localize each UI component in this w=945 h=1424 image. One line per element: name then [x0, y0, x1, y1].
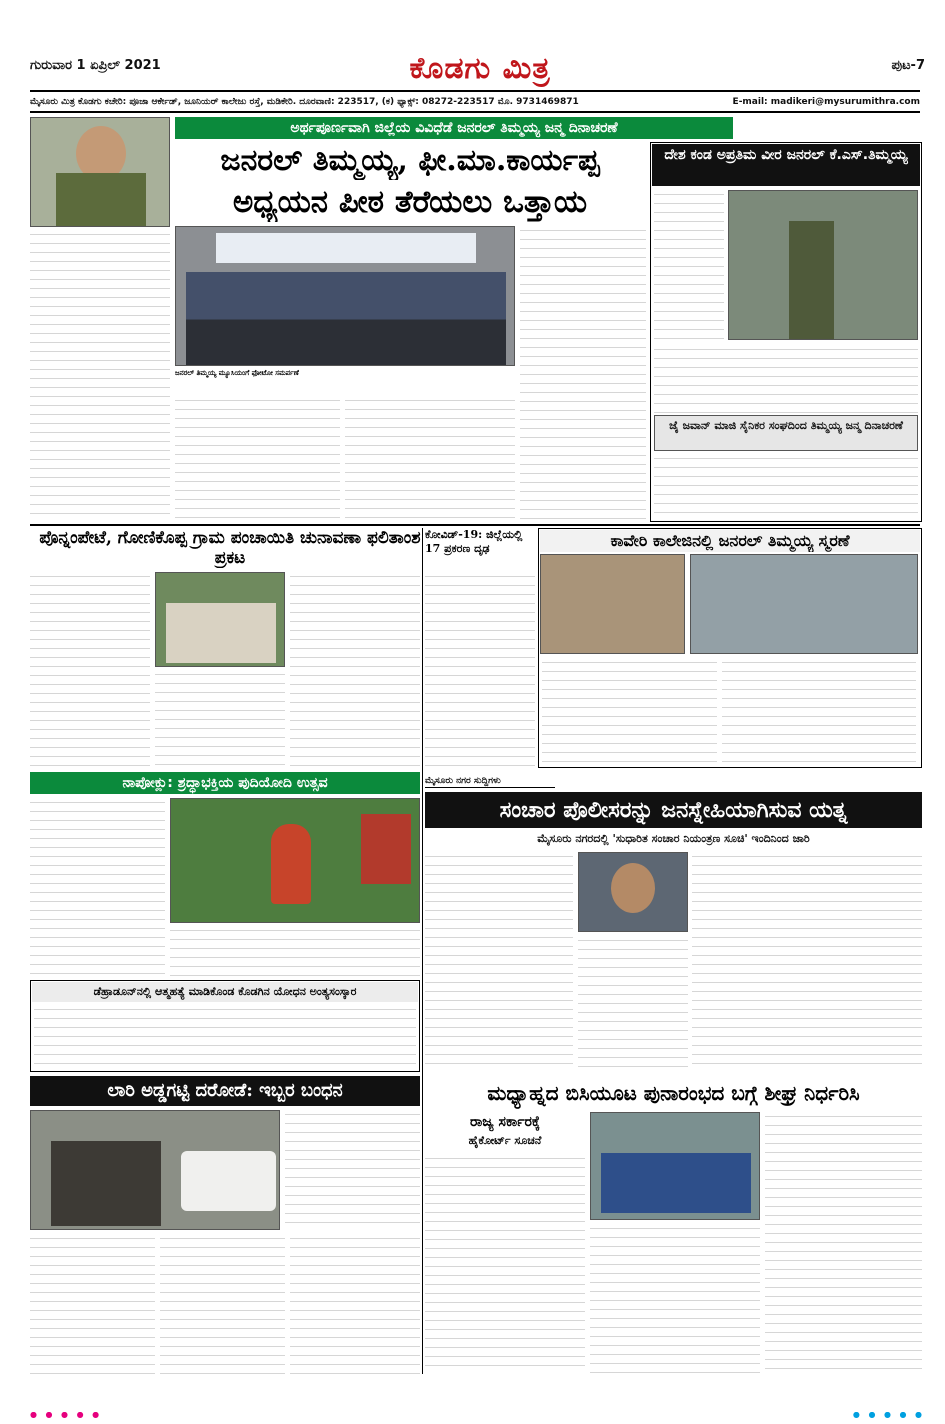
traffic-subheadline: ಮೈಸೂರು ನಗರದಲ್ಲಿ 'ಸುಧಾರಿತ ಸಂಚಾರ ನಿಯಂತ್ರಣ ಸೂಚಿ' ಇಂದಿನಿಂದ ಜಾರಿ: [537, 832, 810, 845]
event-stage-photo: [175, 226, 515, 366]
contact-text: ಮೈಸೂರು ಮಿತ್ರ ಕೊಡಗು ಕಚೇರಿ: ಪೂಜಾ ಆರ್ಕೇಡ್, ಜೂನಿಯರ್ ಕಾಲೇಜು ರಸ್ತೆ, ಮಡಿಕೇರಿ. ದೂರವಾಣಿ: 223517, (ಕ) ಫ್ಯಾಕ್ಸ್: 08272-223517 ಮೊ. 9731469871: [30, 97, 579, 107]
page-number: ಪುಟ-7: [891, 58, 925, 73]
lorry-col3: [160, 1234, 285, 1374]
cauvery-photo-1: [540, 554, 685, 654]
midday-headline: ಮಧ್ಯಾಹ್ನದ ಬಿಸಿಯೂಟ ಪುನಾರಂಭದ ಬಗ್ಗೆ ಶೀಘ್ರ ನಿರ್ಧರಿಸಿ: [487, 1081, 860, 1105]
event-photo-caption: ಜನರಲ್ ತಿಮ್ಮಯ್ಯ ಮ್ಯೂಸಿಯಂಗೆ ಫೋಟೋ ಸಮರ್ಪಣೆ: [175, 368, 299, 377]
napoklu-festival-photo: [170, 798, 420, 923]
white-car: [181, 1151, 276, 1211]
cauvery-headline: ಕಾವೇರಿ ಕಾಲೇಜಿನಲ್ಲಿ ಜನರಲ್ ತಿಮ್ಮಯ್ಯ ಸ್ಮರಣೆ: [540, 530, 920, 552]
event-banner: [216, 233, 476, 263]
main-headline-line2: ಅಧ್ಯಯನ ಪೀಠ ತೆರೆಯಲು ಒತ್ತಾಯ: [232, 184, 588, 220]
portrait-uniform: [56, 173, 146, 227]
midday-sub1: ರಾಜ್ಯ ಸರ್ಕಾರಕ್ಕೆ: [469, 1114, 541, 1130]
jai-jawan-title: ಜೈ ಜವಾನ್ ಮಾಜಿ ಸೈನಿಕರ ಸಂಘದಿಂದ ತಿಮ್ಮಯ್ಯ ಜನ್ಮ ದಿನಾಚರಣೆ: [654, 415, 918, 451]
napoklu-col1: [30, 798, 165, 976]
traffic-col3: [692, 852, 922, 1072]
shrine: [361, 814, 411, 884]
cauvery-col1: [542, 658, 717, 764]
right-top-event-photo: [728, 190, 918, 340]
contact-strip: [30, 95, 920, 109]
ritual-performer: [271, 824, 311, 904]
lorry-arrest-photo: [30, 1110, 280, 1230]
ponnampet-col2: [155, 670, 285, 770]
mysuru-section-tag: ಮೈಸೂರು ನಗರ ಸುದ್ದಿಗಳು: [425, 774, 555, 788]
contact-email: E-mail: madikeri@mysurumithra.com: [732, 97, 920, 107]
traffic-headline: ಸಂಚಾರ ಪೊಲೀಸರನ್ನು ಜನಸ್ನೇಹಿಯಾಗಿಸುವ ಯತ್ನ: [425, 792, 922, 828]
main-story-col4: [520, 226, 646, 522]
header-rule-bottom: [30, 111, 920, 113]
midday-col1: [425, 1154, 585, 1374]
accused-group: [51, 1141, 161, 1226]
traffic-col2: [578, 936, 688, 1072]
issue-date: ಗುರುವಾರ 1 ಏಪ್ರಿಲ್ 2021: [30, 58, 161, 73]
main-story-col3: [345, 396, 515, 522]
schoolchildren-photo: [590, 1112, 760, 1220]
dehradun-text: [34, 1005, 416, 1069]
main-story-col1: [30, 230, 170, 522]
main-story-col2: [175, 396, 340, 522]
column-divider: [422, 528, 423, 1374]
ponnampet-headline: ಪೊನ್ನಂಪೇಟೆ, ಗೋಣಿಕೊಪ್ಪ ಗ್ರಾಮ ಪಂಚಾಯಿತಿ ಚುನಾವಣಾ ಫಲಿತಾಂಶ ಪ್ರಕಟ: [39, 528, 421, 568]
kicker-band: ಅರ್ಥಪೂರ್ಣವಾಗಿ ಜಿಲ್ಲೆಯ ವಿವಿಧೆಡೆ ಜನರಲ್ ತಿಮ್ಮಯ್ಯ ಜನ್ಮ ದಿನಾಚರಣೆ: [175, 117, 733, 139]
dehradun-headline: ಡೆಹ್ರಾಡೂನ್‌ನಲ್ಲಿ ಆತ್ಮಹತ್ಯೆ ಮಾಡಿಕೊಂಡ ಕೊಡಗಿನ ಯೋಧನ ಅಂತ್ಯಸಂಸ್ಕಾರ: [32, 982, 418, 1002]
masthead: ಕೊಡಗು ಮಿತ್ರ: [409, 51, 551, 86]
ponnampet-col3: [290, 572, 420, 770]
section-rule-1: [30, 524, 920, 526]
lorry-col2: [30, 1234, 155, 1374]
print-registration-left: ● ● ● ● ●: [30, 1412, 103, 1418]
cauvery-col2: [722, 658, 916, 764]
header-rule: [30, 90, 920, 92]
children-row: [601, 1153, 751, 1213]
cauvery-photo-2: [690, 554, 918, 654]
napoklu-col2: [170, 926, 420, 976]
midday-sub2: ಹೈಕೋರ್ಟ್ ಸೂಚನೆ: [468, 1134, 542, 1147]
main-headline-line1: ಜನರಲ್ ತಿಮ್ಮಯ್ಯ, ಫೀ.ಮಾ.ಕಾರ್ಯಪ್ಪ: [220, 143, 600, 178]
right-top-title: ದೇಶ ಕಂಡ ಅಪ್ರತಿಮ ವೀರ ಜನರಲ್ ಕೆ.ಎಸ್.ತಿಮ್ಮಯ್ಯ: [652, 144, 920, 186]
general-portrait-photo: [30, 117, 170, 227]
print-registration-right: ● ● ● ● ●: [852, 1412, 925, 1418]
event-people: [186, 272, 506, 366]
covid-text: [425, 572, 535, 770]
officer-figure: [789, 221, 834, 340]
napoklu-headline: ನಾಪೋಕ್ಲು: ಶ್ರದ್ಧಾಭಕ್ತಿಯ ಪುದಿಯೋದಿ ಉತ್ಸವ: [30, 772, 420, 794]
right-top-story-text: [654, 190, 724, 360]
jai-jawan-text: [654, 454, 918, 520]
midday-col3: [765, 1112, 922, 1374]
midday-col2: [590, 1224, 760, 1374]
ponnampet-col1: [30, 572, 150, 770]
right-top-story-text2: [654, 345, 918, 413]
lorry-col1: [285, 1110, 420, 1230]
panchayat-building-photo: [155, 572, 285, 667]
traffic-col1: [425, 852, 573, 1072]
police-officer-photo: [578, 852, 688, 932]
covid-headline: ಕೋವಿಡ್-19: ಜಿಲ್ಲೆಯಲ್ಲಿ 17 ಪ್ರಕರಣ ದೃಢ: [425, 528, 523, 555]
officer-face: [611, 863, 655, 913]
lorry-headline: ಲಾರಿ ಅಡ್ಡಗಟ್ಟಿ ದರೋಡೆ: ಇಬ್ಬರ ಬಂಧನ: [30, 1076, 420, 1106]
building-facade: [166, 603, 276, 663]
lorry-col4: [290, 1234, 420, 1374]
